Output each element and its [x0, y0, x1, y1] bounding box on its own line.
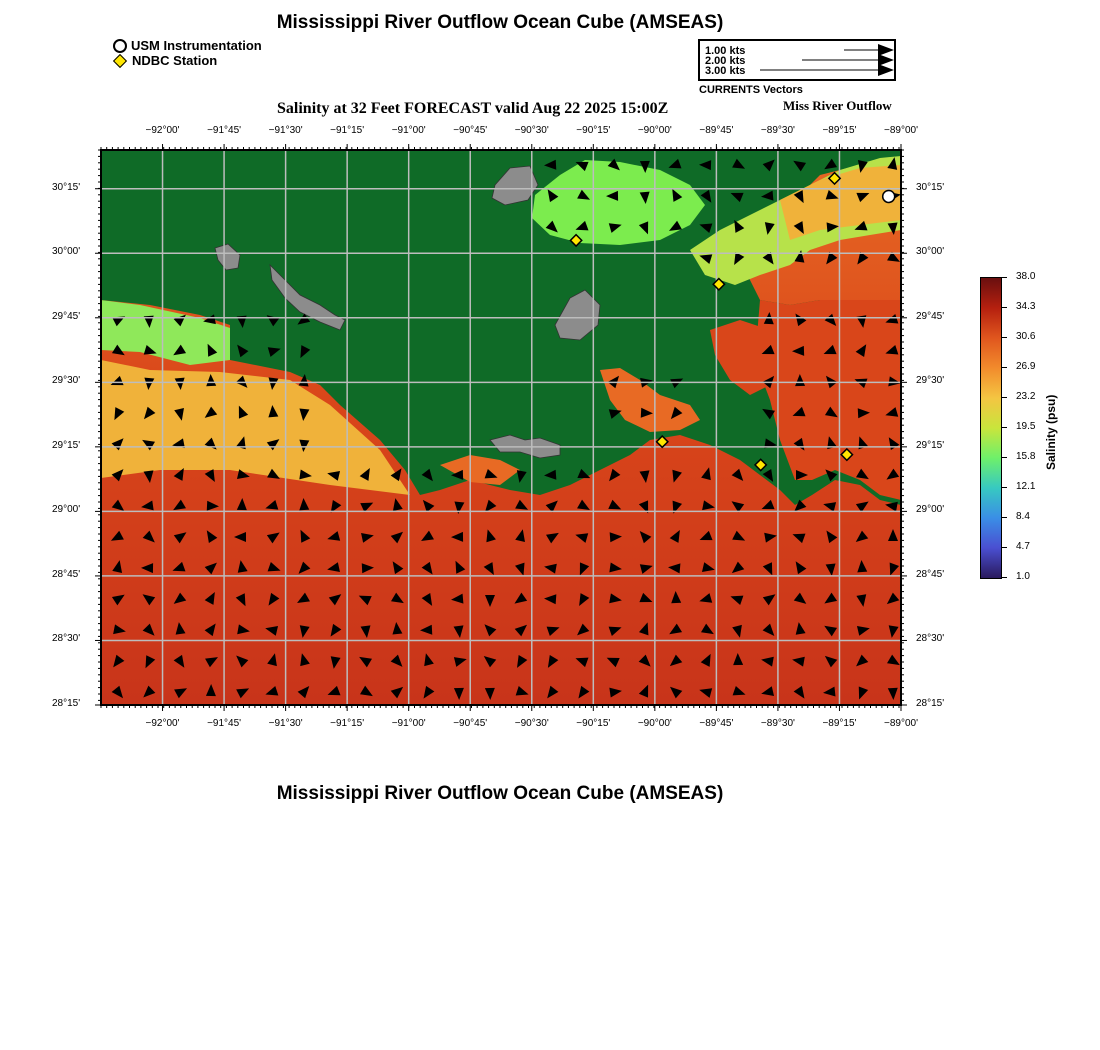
lat-tick-label: 29°30' [52, 375, 81, 387]
colorbar-tick [1001, 427, 1007, 428]
lon-tick-label: −91°30' [268, 125, 303, 136]
lon-tick-label: −89°45' [699, 125, 734, 136]
lat-tick-label: 30°15' [916, 181, 945, 193]
map-subtitle: Salinity at 32 Feet FORECAST valid Aug 22 2025 15:00Z [277, 100, 669, 117]
legend-label-ndbc: NDBC Station [132, 53, 218, 68]
lat-tick-label: 28°30' [916, 633, 945, 645]
lon-tick-label: −90°00' [637, 125, 672, 136]
lat-tick-label: 29°45' [52, 310, 81, 322]
lat-tick-label: 29°15' [916, 439, 945, 451]
lon-tick-label: −89°45' [699, 718, 734, 729]
lat-tick-label: 29°00' [52, 504, 81, 516]
colorbar-tick [1001, 337, 1007, 338]
colorbar-tick-label: 19.5 [1016, 421, 1036, 432]
colorbar-tick-label: 23.2 [1016, 391, 1036, 402]
colorbar-tick-label: 26.9 [1016, 361, 1036, 372]
region-label: Miss River Outflow [783, 98, 892, 113]
lat-tick-label: 29°15' [52, 439, 81, 451]
lon-tick-label: −89°30' [760, 125, 795, 136]
lat-tick-label: 29°00' [916, 504, 945, 516]
lat-tick-label: 30°00' [52, 246, 81, 258]
lat-tick-label: 30°15' [52, 181, 81, 193]
colorbar-tick-label: 1.0 [1016, 571, 1030, 582]
colorbar-tick-label: 34.3 [1016, 301, 1036, 312]
colorbar-tick [1001, 307, 1007, 308]
colorbar-tick-label: 38.0 [1016, 271, 1036, 282]
lat-tick-label: 29°45' [916, 310, 945, 322]
colorbar-tick [1001, 517, 1007, 518]
lon-tick-label: −91°45' [207, 125, 242, 136]
colorbar-tick-label: 4.7 [1016, 541, 1030, 552]
colorbar-tick [1001, 547, 1007, 548]
lon-tick-label: −89°00' [884, 125, 918, 136]
vector-key-label-3: 3.00 kts [705, 65, 746, 77]
colorbar-tick-label: 12.1 [1016, 481, 1036, 492]
colorbar-tick [1001, 577, 1007, 578]
lon-tick-label: −92°00' [145, 125, 180, 136]
colorbar-gradient [981, 278, 1001, 578]
lon-tick-label: −89°15' [822, 718, 857, 729]
colorbar-tick-label: 30.6 [1016, 331, 1036, 342]
legend-label-usm: USM Instrumentation [131, 38, 262, 53]
lat-tick-label: 30°00' [916, 246, 945, 258]
lat-tick-label: 28°30' [52, 633, 81, 645]
lon-tick-label: −91°15' [330, 125, 365, 136]
lon-tick-label: −90°45' [453, 125, 488, 136]
lon-tick-label: −89°30' [760, 718, 795, 729]
colorbar-tick-label: 8.4 [1016, 511, 1030, 522]
lon-tick-label: −90°15' [576, 718, 611, 729]
lon-tick-label: −91°30' [268, 718, 303, 729]
colorbar-tick [1001, 457, 1007, 458]
lon-tick-label: −91°00' [391, 718, 426, 729]
usm-site-marker [883, 190, 895, 202]
colorbar-tick [1001, 487, 1007, 488]
lat-tick-label: 28°15' [916, 698, 945, 709]
colorbar-tick [1001, 367, 1007, 368]
lon-tick-label: −90°30' [514, 718, 549, 729]
lon-tick-label: −90°45' [453, 718, 488, 729]
colorbar-tick [1001, 277, 1007, 278]
lon-tick-label: −89°00' [884, 718, 918, 729]
colorbar-tick [1001, 397, 1007, 398]
vector-key-label-1: 1.00 kts [705, 45, 746, 57]
lon-tick-label: −91°45' [207, 718, 242, 729]
vector-key-caption: CURRENTS Vectors [699, 84, 803, 96]
lat-tick-label: 29°30' [916, 375, 945, 387]
colorbar [980, 277, 1002, 579]
second-title: Mississippi River Outflow Ocean Cube (AMSEAS) [276, 783, 724, 804]
lon-tick-label: −91°00' [391, 125, 426, 136]
page-title: Mississippi River Outflow Ocean Cube (AMSEAS) [276, 12, 724, 33]
vector-key-label-2: 2.00 kts [705, 55, 746, 67]
lat-tick-label: 28°45' [916, 568, 945, 580]
lat-tick-label: 28°15' [52, 698, 81, 709]
colorbar-tick-label: 15.8 [1016, 451, 1036, 462]
lat-tick-label: 28°45' [52, 568, 81, 580]
lon-tick-label: −89°15' [822, 125, 857, 136]
lon-tick-label: −92°00' [145, 718, 180, 729]
lon-tick-label: −91°15' [330, 718, 365, 729]
lon-tick-label: −90°15' [576, 125, 611, 136]
colorbar-title: Salinity (psu) [1044, 394, 1058, 470]
lon-tick-label: −90°30' [514, 125, 549, 136]
lon-tick-label: −90°00' [637, 718, 672, 729]
